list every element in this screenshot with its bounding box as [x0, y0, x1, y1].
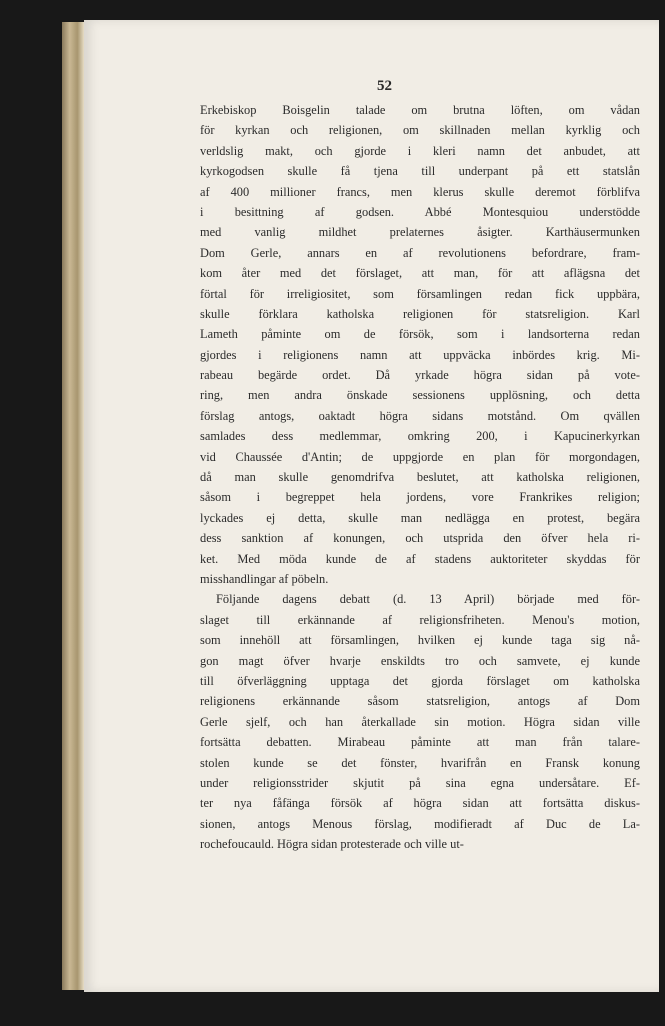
text-line: rochefoucauld. Högra sidan protesterade och ville ut- — [200, 837, 464, 852]
text-line: Gerle sjelf, och han återkallade sin motion. Högra sidan ville — [200, 714, 640, 729]
text-line: ring, men andra önskade sessionens upplösning, och detta — [200, 388, 640, 403]
text-line: till öfverläggning upptaga det gjorda förslaget om katholska — [200, 673, 640, 688]
text-line: verldslig makt, och gjorde i kleri namn det anbudet, att — [200, 143, 640, 158]
text-line: af 400 millioner francs, men klerus skulle deremot förblifva — [200, 184, 640, 199]
text-line: samlades dess medlemmar, omkring 200, i Kapucinerkyrkan — [200, 429, 640, 444]
text-line: med vanlig mildhet prelaternes åsigter. Karthäusermunken — [200, 225, 640, 240]
text-line: såsom i begreppet hela jordens, vore Frankrikes religion; — [200, 490, 640, 505]
body-text — [200, 100, 640, 854]
text-line: Dom Gerle, annars en af revolutionens befordrare, fram- — [200, 245, 640, 260]
text-line: kyrkogodsen skulle få tjena till underpant på ett statslån — [200, 164, 640, 179]
text-line: Lameth påminte om de försök, som i landsorterna redan — [200, 327, 640, 342]
text-line: i besittning af godsen. Abbé Montesquiou understödde — [200, 204, 640, 219]
text-line: kom åter med det förslaget, att man, för att aflägsna det — [200, 266, 640, 281]
text-line: lyckades ej detta, skulle man nedlägga en protest, begära — [200, 510, 640, 525]
text-line: under religionsstrider skjutit på sina egna undersåtare. Ef- — [200, 775, 640, 790]
text-line: slaget till erkännande af religionsfriheten. Menou's motion, — [200, 612, 640, 627]
text-line: stolen kunde se det fönster, hvarifrån en Fransk konung — [200, 755, 640, 770]
text-line: förslag antogs, oaktadt högra sidans motstånd. Om qvällen — [200, 408, 640, 423]
text-line: då man skulle genomdrifva beslutet, att katholska religionen, — [200, 470, 640, 485]
text-line: Erkebiskop Boisgelin talade om brutna löften, om vådan — [200, 103, 640, 117]
page-number: 52 — [377, 78, 392, 94]
text-line: ter nya fåfänga försök af högra sidan att fortsätta diskus- — [200, 796, 640, 811]
text-line: gon magt öfver hvarje enskildts tro och samvete, ej kunde — [200, 653, 640, 668]
text-line: som innehöll att församlingen, hvilken ej kunde taga sig nå- — [200, 633, 640, 648]
text-line: gjordes i religionens namn att uppväcka inbördes krig. Mi- — [200, 347, 640, 362]
text-line: ket. Med möda kunde de af stadens auktoriteter skyddas för — [200, 551, 640, 566]
text-line: för kyrkan och religionen, om skillnaden mellan kyrklig och — [200, 123, 640, 138]
text-line: förtal för irreligiositet, som församlingen redan fick uppbära, — [200, 286, 640, 301]
text-line: religionens erkännande såsom statsreligion, antogs af Dom — [200, 694, 640, 709]
text-line: vid Chaussée d'Antin; de uppgjorde en plan för morgondagen, — [200, 449, 640, 464]
text-line: skulle förklara katholska religionen för statsreligion. Karl — [200, 306, 640, 321]
text-line: sionen, antogs Menous förslag, modifieradt af Duc de La- — [200, 816, 640, 831]
text-line: fortsätta debatten. Mirabeau påminte att man från talare- — [200, 735, 640, 750]
book-page-edge — [62, 22, 84, 990]
text-line: misshandlingar af pöbeln. — [200, 571, 329, 586]
text-line: rabeau begärde ordet. Då yrkade högra sidan på vote- — [200, 368, 640, 383]
text-line: Följande dagens debatt (d. 13 April) började med för- — [216, 592, 640, 607]
text-line: dess sanktion af konungen, och utsprida den öfver hela ri- — [200, 531, 640, 546]
